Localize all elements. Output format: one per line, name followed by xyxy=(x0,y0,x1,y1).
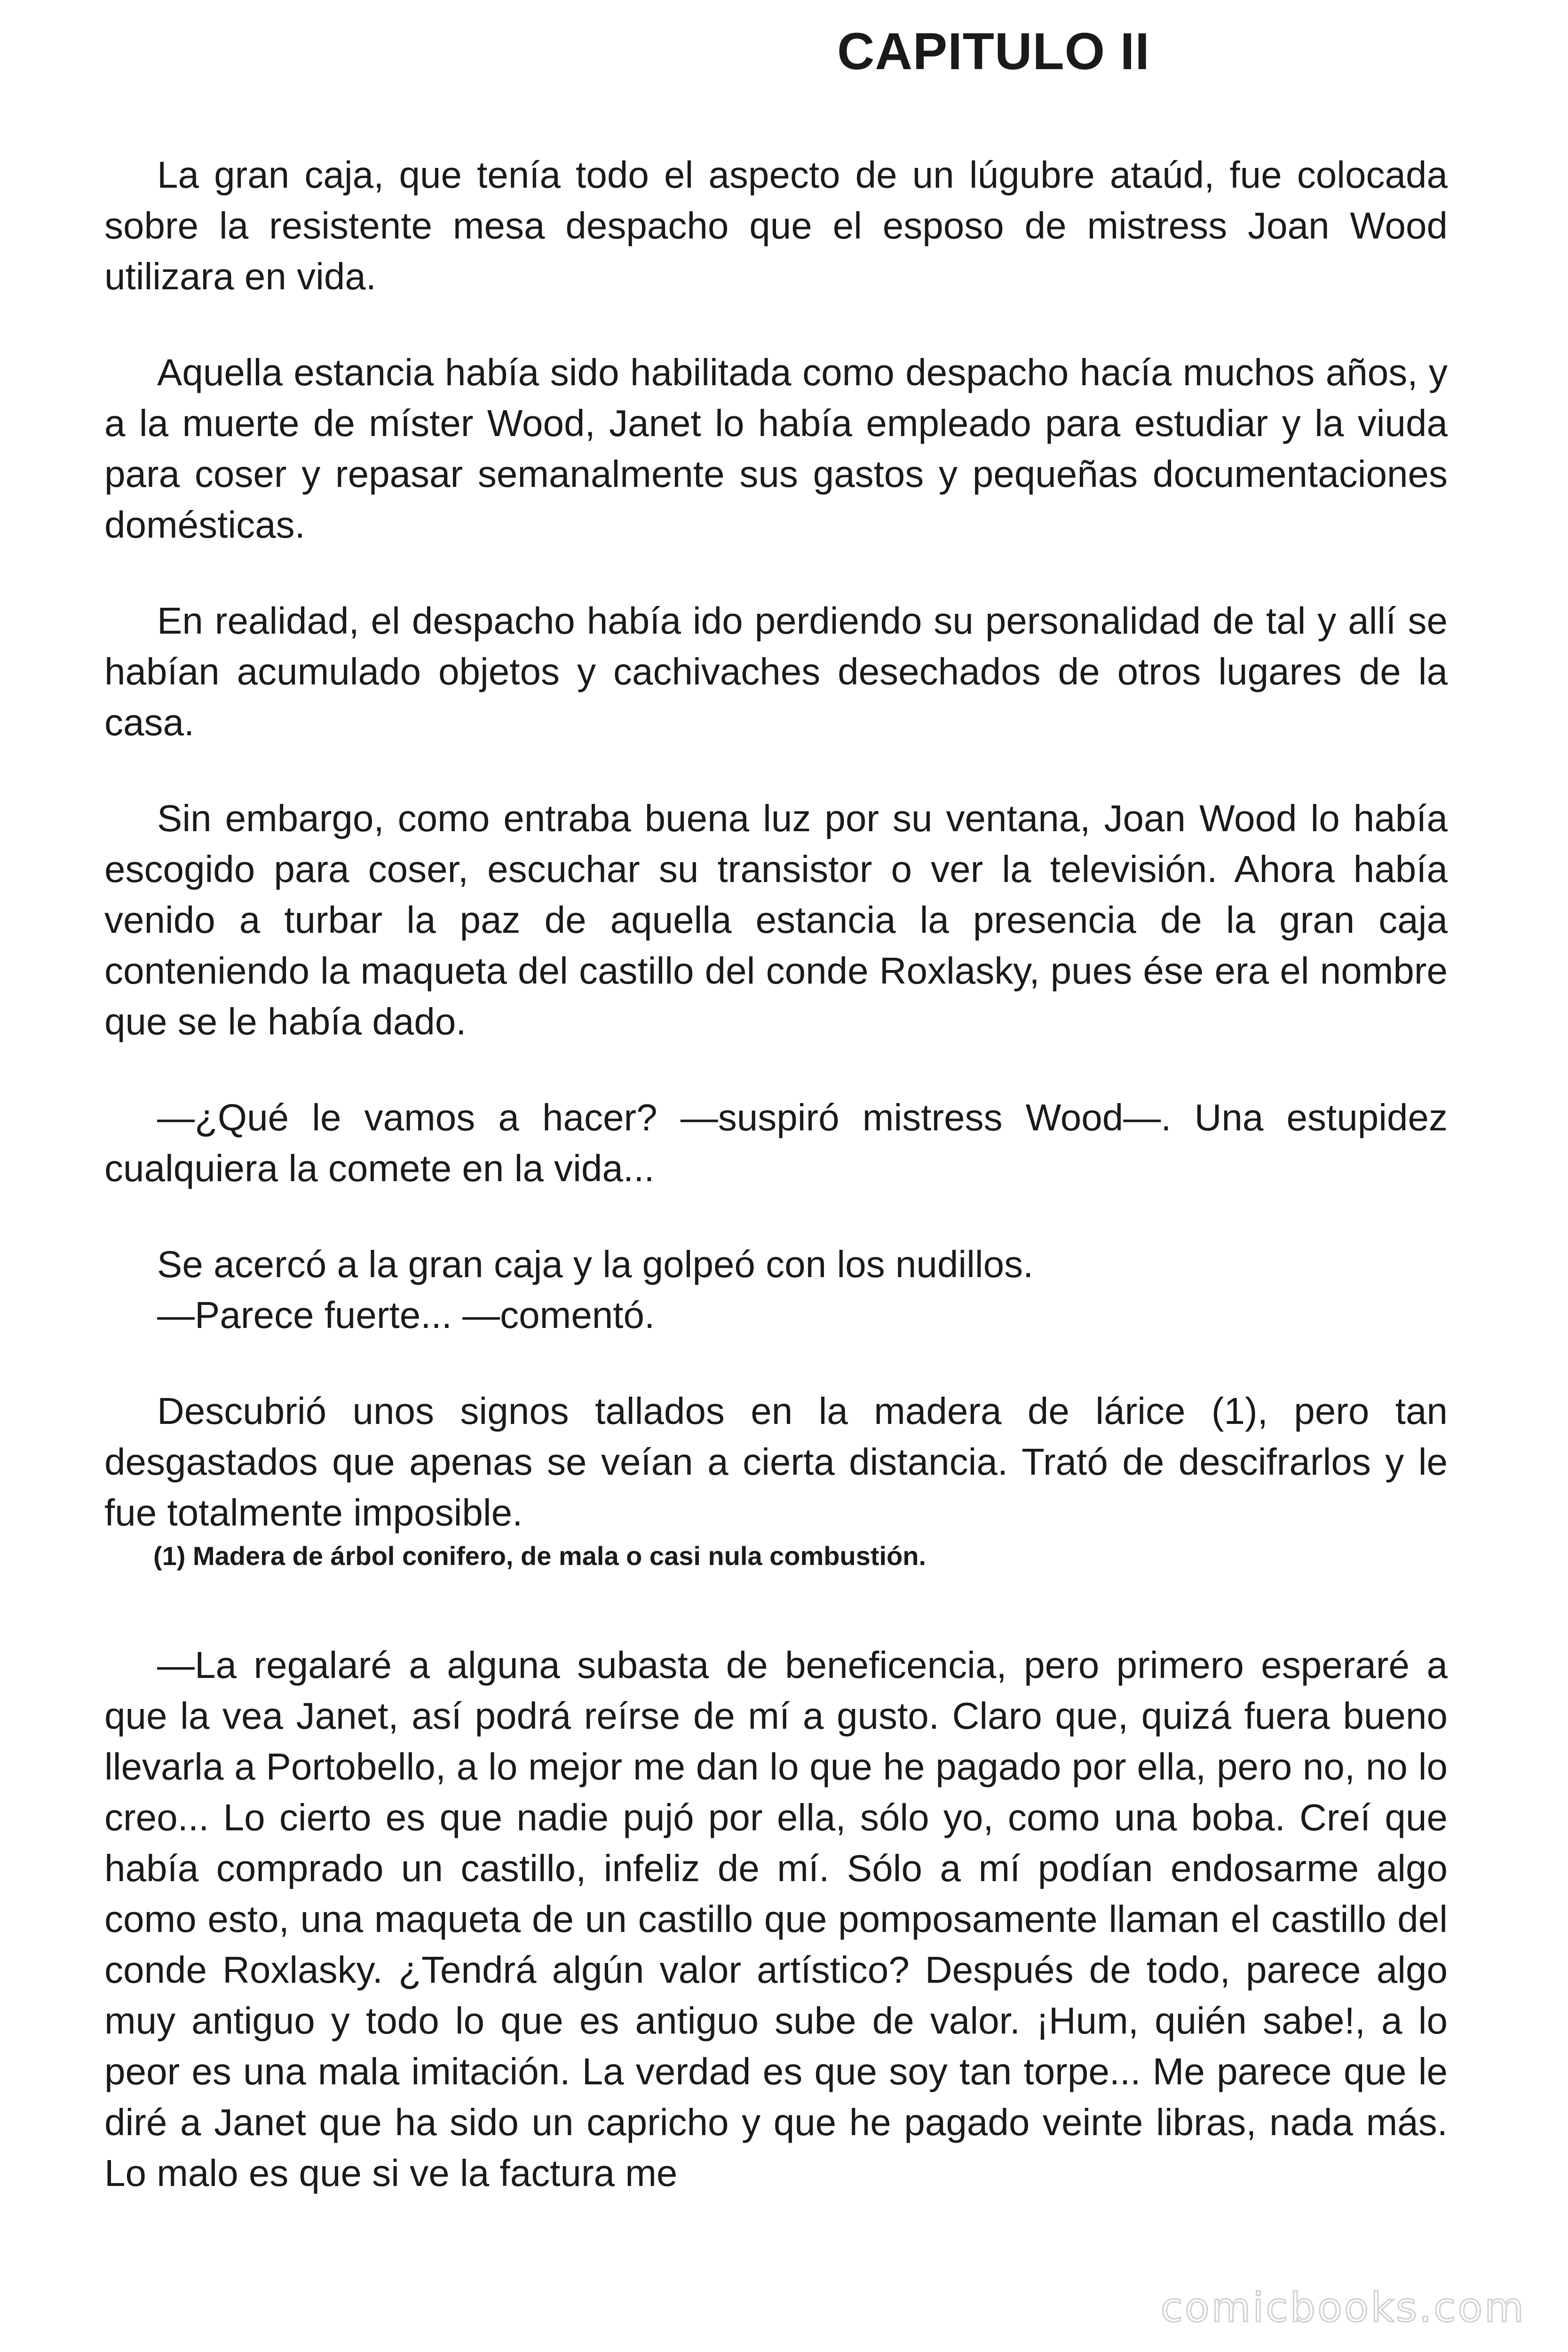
paragraph-4: Sin embargo, como entraba buena luz por su ventana, Joan Wood lo había escogido para coser, escuchar su transistor o ver la televisión. Ahora había venido a turbar la paz de aquella estancia la presencia de la gran caja conteniendo la maqueta del castillo del conde Roxlasky, pues ése era el nombre que se le había dado. xyxy=(104,797,1448,1042)
watermark: comicbooks.com xyxy=(1160,2284,1526,2331)
chapter-body xyxy=(104,150,1448,2244)
paragraph-9: —La regalaré a alguna subasta de beneficencia, pero primero esperaré a que la vea Janet, así podrá reírse de mí a gusto. Claro que, quizá fuera bueno llevarla a Portobello, a lo mejor me dan lo que he pagado por ella, pero no, no lo creo... Lo cierto es que nadie pujó por ella, sólo yo, como una boba. Creí que había comprado un castillo, infeliz de mí. Sólo a mí podían endosarme algo como esto, una maqueta de un castillo que pomposamente llaman el castillo del conde Roxlasky. ¿Tendrá algún valor artístico? Después de todo, parece algo muy antiguo y todo lo que es antiguo sube de valor. ¡Hum, quién sabe!, a lo peor es una mala imitación. La verdad es que soy tan torpe... Me parece que le diré a Janet que ha sido un capricho y que he pagado veinte libras, nada más. Lo malo es que si ve la factura me xyxy=(104,1644,1448,2194)
chapter-title: CAPITULO II xyxy=(837,23,1150,80)
paragraph-2: Aquella estancia había sido habilitada como despacho hacía muchos años, y a la muerte de míster Wood, Janet lo había empleado para estudiar y la viuda para coser y repasar semanalmente sus gastos y pequeñas documentaciones domésticas. xyxy=(104,351,1448,546)
paragraph-3: En realidad, el despacho había ido perdiendo su personalidad de tal y allí se habían acumulado objetos y cachivaches desechados de otros lugares de la casa. xyxy=(104,600,1448,743)
paragraph-8: Descubrió unos signos tallados en la madera de lárice (1), pero tan desgastados que apenas se veían a cierta distancia. Trató de descifrarlos y le fue totalmente imposible. xyxy=(104,1390,1448,1534)
paragraph-5: —¿Qué le vamos a hacer? —suspiró mistress Wood—. Una estupidez cualquiera la comete en la vida... xyxy=(104,1097,1448,1189)
footnote: (1) Madera de árbol conifero, de mala o casi nula combustión. xyxy=(153,1541,927,1571)
paragraph-7: —Parece fuerte... —comentó. xyxy=(157,1294,655,1336)
paragraph-6: Se acercó a la gran caja y la golpeó con los nudillos. xyxy=(157,1243,1034,1285)
paragraph-1: La gran caja, que tenía todo el aspecto de un lúgubre ataúd, fue colocada sobre la resistente mesa despacho que el esposo de mistress Joan Wood utilizara en vida. xyxy=(104,154,1448,297)
